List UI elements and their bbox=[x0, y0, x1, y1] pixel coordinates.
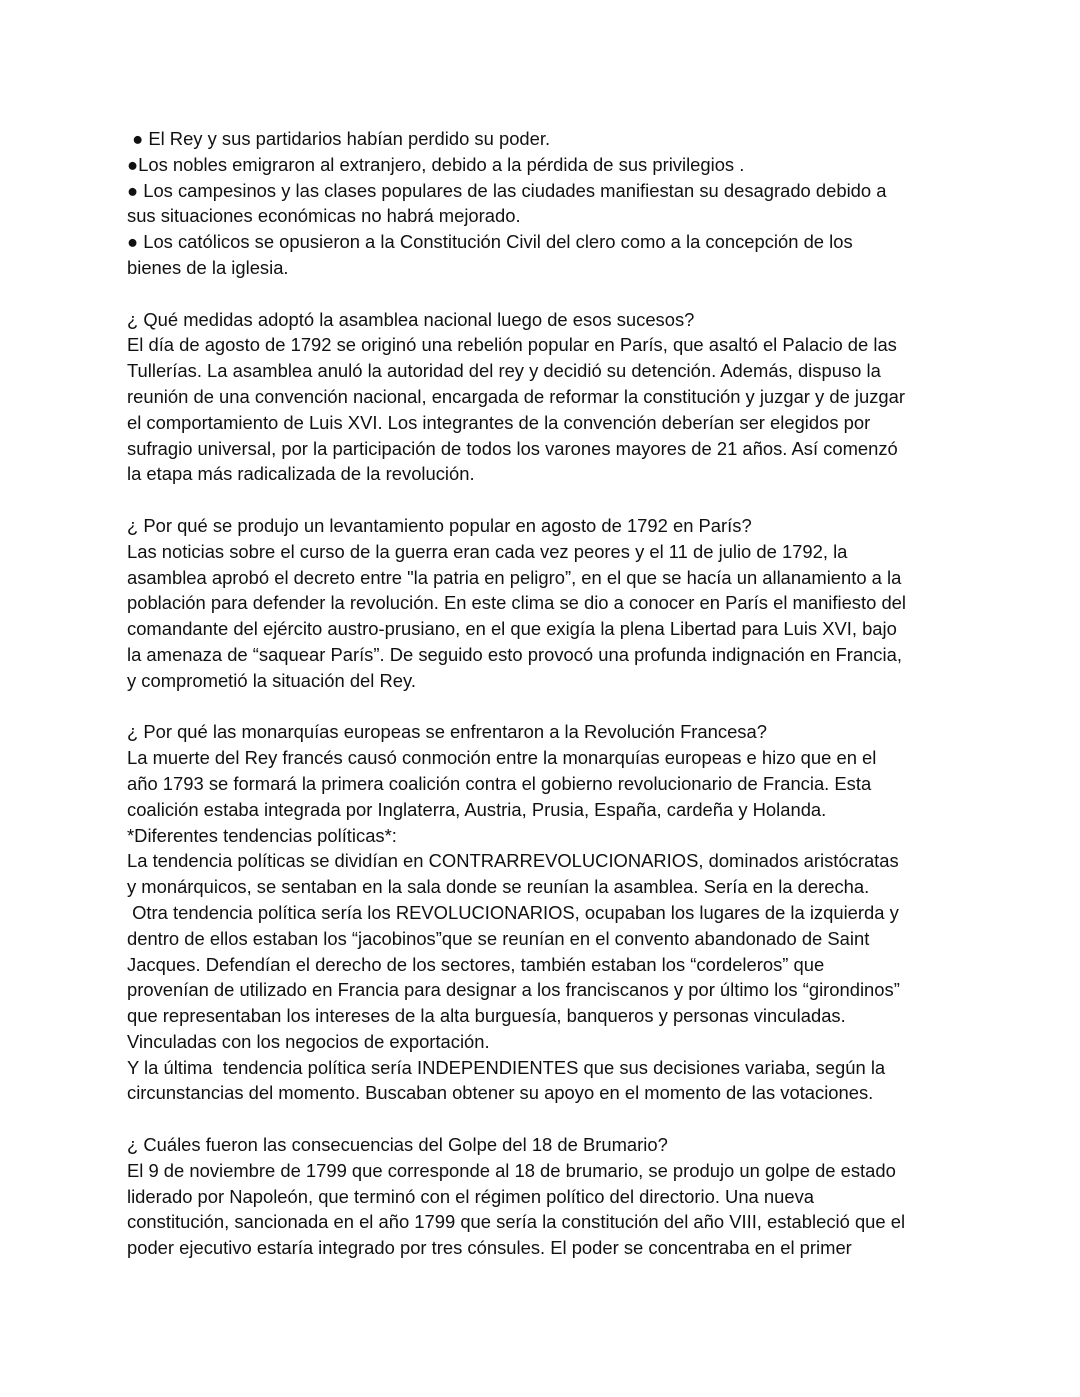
blank-line bbox=[127, 1106, 957, 1132]
paragraph-line: reunión de una convención nacional, encargada de reformar la constitución y juzgar y de juzgar bbox=[127, 385, 905, 407]
blank-line bbox=[127, 281, 957, 307]
paragraph-line: asamblea aprobó el decreto entre "la patria en peligro”, en el que se hacía un allanamiento a la bbox=[127, 566, 902, 588]
paragraph-line: que representaban los intereses de la alta burguesía, banqueros y personas vinculadas. bbox=[127, 1005, 846, 1027]
paragraph-line: Jacques. Defendían el derecho de los sectores, también estaban los “cordeleros” que bbox=[127, 953, 825, 975]
paragraph-line: la etapa más radicalizada de la revolución. bbox=[127, 463, 475, 485]
section-monarchies bbox=[127, 719, 957, 1106]
paragraph-line: liderado por Napoleón, que terminó con el régimen político del directorio. Una nueva bbox=[127, 1185, 814, 1207]
paragraph-line: La tendencia políticas se dividían en CONTRARREVOLUCIONARIOS, dominados aristócratas bbox=[127, 850, 899, 872]
subheading-line: *Diferentes tendencias políticas*: bbox=[127, 824, 397, 846]
list-item: ● Los campesinos y las clases populares de las ciudades manifiestan su desagrado debido a bbox=[127, 179, 887, 201]
paragraph-line: Y la última tendencia política sería INDEPENDIENTES que sus decisiones variaba, según la bbox=[127, 1056, 886, 1078]
paragraph-line: provenían de utilizado en Francia para designar a los franciscanos y por último los “girondinos” bbox=[127, 979, 900, 1001]
paragraph-line: El 9 de noviembre de 1799 que corresponde al 18 de brumario, se produjo un golpe de estado bbox=[127, 1159, 896, 1181]
section-brumaire bbox=[127, 1132, 957, 1261]
question-heading: ¿ Por qué se produjo un levantamiento popular en agosto de 1792 en París? bbox=[127, 514, 752, 536]
list-item: ●Los nobles emigraron al extranjero, debido a la pérdida de sus privilegios . bbox=[127, 153, 745, 175]
question-heading: ¿ Por qué las monarquías europeas se enfrentaron a la Revolución Francesa? bbox=[127, 721, 767, 743]
paragraph-line: La muerte del Rey francés causó conmoción entre la monarquías europeas e hizo que en el bbox=[127, 747, 877, 769]
section-measures bbox=[127, 307, 957, 488]
paragraph-line: el comportamiento de Luis XVI. Los integrantes de la convención deberían ser elegidos por bbox=[127, 411, 871, 433]
paragraph-line: año 1793 se formará la primera coalición contra el gobierno revolucionario de Francia. Esta bbox=[127, 772, 872, 794]
paragraph-line: sufragio universal, por la participación de todos los varones mayores de 21 años. Así comenzó bbox=[127, 437, 898, 459]
paragraph-line: constitución, sancionada en el año 1799 que sería la constitución del año VIII, estableció que el bbox=[127, 1211, 906, 1233]
paragraph-line: y comprometió la situación del Rey. bbox=[127, 669, 416, 691]
paragraph-line: dentro de ellos estaban los “jacobinos”que se reunían en el convento abandonado de Saint bbox=[127, 927, 870, 949]
list-item-continuation: sus situaciones económicas no habrá mejorado. bbox=[127, 205, 521, 227]
list-item: ● El Rey y sus partidarios habían perdido su poder. bbox=[127, 128, 551, 149]
paragraph-line: Las noticias sobre el curso de la guerra eran cada vez peores y el 11 de julio de 1792, la bbox=[127, 540, 848, 562]
section-uprising bbox=[127, 513, 957, 694]
list-item-continuation: bienes de la iglesia. bbox=[127, 256, 289, 278]
question-heading: ¿ Cuáles fueron las consecuencias del Golpe del 18 de Brumario? bbox=[127, 1134, 668, 1156]
paragraph-line: coalición estaba integrada por Inglaterra, Austria, Prusia, España, cardeña y Holanda. bbox=[127, 798, 827, 820]
paragraph-line: Vinculadas con los negocios de exportación. bbox=[127, 1030, 490, 1052]
paragraph-line: circunstancias del momento. Buscaban obtener su apoyo en el momento de las votaciones. bbox=[127, 1082, 874, 1104]
blank-line bbox=[127, 487, 957, 513]
paragraph-line: población para defender la revolución. En este clima se dio a conocer en París el manifiesto del bbox=[127, 592, 906, 614]
blank-line bbox=[127, 694, 957, 720]
paragraph-line: Otra tendencia política sería los REVOLUCIONARIOS, ocupaban los lugares de la izquierda y bbox=[127, 901, 899, 923]
paragraph-line: Tullerías. La asamblea anuló la autoridad del rey y decidió su detención. Además, dispuso la bbox=[127, 360, 881, 382]
paragraph-line: y monárquicos, se sentaban en la sala donde se reunían la asamblea. Sería en la derecha. bbox=[127, 876, 870, 898]
paragraph-line: la amenaza de “saquear París”. De seguido esto provocó una profunda indignación en Francia, bbox=[127, 643, 902, 665]
bullet-list bbox=[127, 126, 957, 281]
paragraph-line: comandante del ejército austro-prusiano, en el que exigía la plena Libertad para Luis XVI, bajo bbox=[127, 618, 897, 640]
document-page bbox=[127, 126, 957, 1261]
list-item: ● Los católicos se opusieron a la Constitución Civil del clero como a la concepción de los bbox=[127, 231, 853, 253]
paragraph-line: El día de agosto de 1792 se originó una rebelión popular en París, que asaltó el Palacio de las bbox=[127, 334, 897, 356]
paragraph-line: poder ejecutivo estaría integrado por tres cónsules. El poder se concentraba en el primer bbox=[127, 1237, 852, 1259]
question-heading: ¿ Qué medidas adoptó la asamblea nacional luego de esos sucesos? bbox=[127, 308, 695, 330]
